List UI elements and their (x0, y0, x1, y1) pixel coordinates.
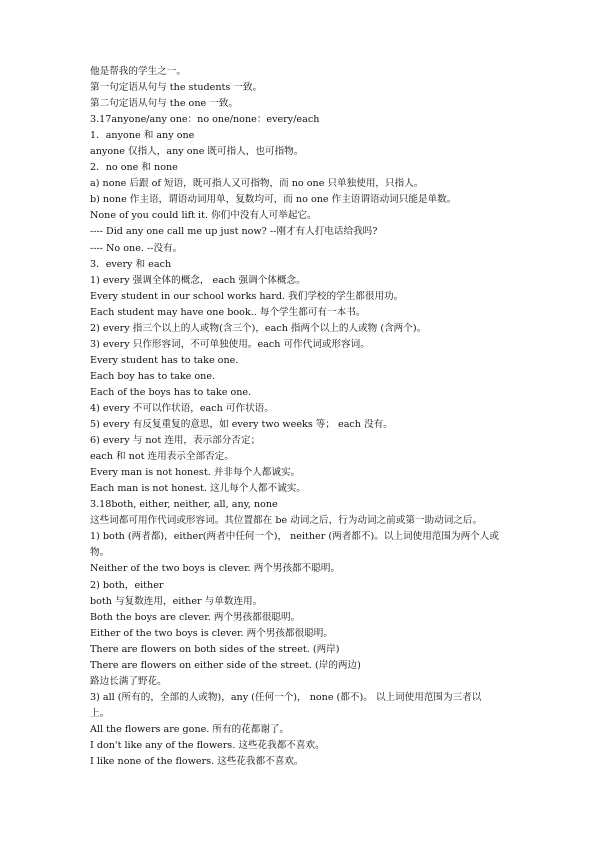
example-sentence: Neither of the two boys is clever. 两个男孩都不聪明。 (90, 563, 341, 575)
example-sentence: There are flowers on either side of the street. (岸的两边) (90, 659, 361, 671)
text-line: a) none 后跟 of 短语，既可指人又可指物，而 no one 只单独使用，只指人。 (90, 178, 424, 190)
text-line: b) none 作主语，谓语动词用单，复数均可，而 no one 作主语谓语动词只能是单数。 (90, 194, 457, 206)
text-line: 5) every 有反复重复的意思，如 every two weeks 等； each 没有。 (90, 419, 393, 431)
example-sentence: 路边长满了野花。 (90, 675, 167, 687)
example-sentence: ---- Did any one call me up just now? --刚才有人打电话给我吗? (90, 226, 378, 238)
example-sentence: Each boy has to take one. (90, 370, 216, 382)
example-sentence: I like none of the flowers. 这些花我都不喜欢。 (90, 756, 304, 768)
text-line: 物。 (90, 547, 110, 559)
example-sentence: I don't like any of the flowers. 这些花我都不喜欢。 (90, 739, 325, 751)
example-sentence: Both the boys are clever. 两个男孩都很聪明。 (90, 611, 301, 623)
document-page (90, 64, 520, 770)
text-line: 1) every 强调全体的概念， each 强调个体概念。 (90, 274, 306, 286)
text-line: 他是帮我的学生之一。 (90, 66, 186, 77)
subsection-heading: 1．anyone 和 any one (90, 130, 195, 142)
example-sentence: Each student may have one book.. 每个学生都可有一本书。 (90, 306, 366, 318)
example-sentence: Each man is not honest. 这儿每个人都不诚实。 (90, 483, 306, 495)
example-sentence: Every student has to take one. (90, 354, 239, 366)
text-line: 第二句定语从句与 the one 一致。 (90, 98, 239, 110)
section-heading: 3.17anyone/any one：no one/none：every/each (90, 114, 320, 126)
example-sentence: Either of the two boys is clever. 两个男孩都很聪明。 (90, 627, 333, 639)
text-line: 上。 (90, 707, 110, 719)
text-line: 2) both，either (90, 579, 164, 591)
example-sentence: Each of the boys has to take one. (90, 386, 252, 398)
text-line: 第一句定语从句与 the students 一致。 (90, 82, 263, 94)
text-line: 3) all (所有的，全部的人或物)，any (任何一个)， none (都不)。 以上词使用范围为三者以 (90, 691, 482, 703)
text-line: 6) every 与 not 连用，表示部分否定； (90, 435, 261, 447)
example-sentence: None of you could lift it. 你们中没有人可举起它。 (90, 210, 317, 222)
text-line: each 和 not 连用表示全部否定。 (90, 451, 234, 463)
text-line: 3) every 只作形容词，不可单独使用。each 可作代词或形容词。 (90, 338, 370, 350)
example-sentence: There are flowers on both sides of the street. (两岸) (90, 643, 340, 655)
subsection-heading: 3．every 和 each (90, 258, 172, 270)
example-sentence: Every man is not honest. 并非每个人都诚实。 (90, 467, 301, 479)
text-line: 这些词都可用作代词或形容词。其位置都在 be 动词之后，行为动词之前或第一助动词之后。 (90, 515, 483, 527)
text-line: 1) both (两者都)，either(两者中任何一个)， neither (两者都不)。以上词使用范围为两个人或 (90, 531, 499, 543)
text-line: both 与复数连用，either 与单数连用。 (90, 595, 263, 607)
section-heading: 3.18both, either, neither, all, any, none (90, 499, 278, 511)
example-sentence: All the flowers are gone. 所有的花都谢了。 (90, 723, 290, 735)
text-line: anyone 仅指人，any one 既可指人，也可指物。 (90, 146, 304, 158)
subsection-heading: 2．no one 和 none (90, 162, 178, 174)
text-line: 4) every 不可以作状语，each 可作状语。 (90, 402, 274, 414)
example-sentence: Every student in our school works hard. 我们学校的学生都很用功。 (90, 290, 404, 302)
text-line: 2) every 指三个以上的人或物(含三个)，each 指两个以上的人或物 (含两个)。 (90, 322, 427, 334)
example-sentence: ---- No one. --没有。 (90, 242, 183, 254)
